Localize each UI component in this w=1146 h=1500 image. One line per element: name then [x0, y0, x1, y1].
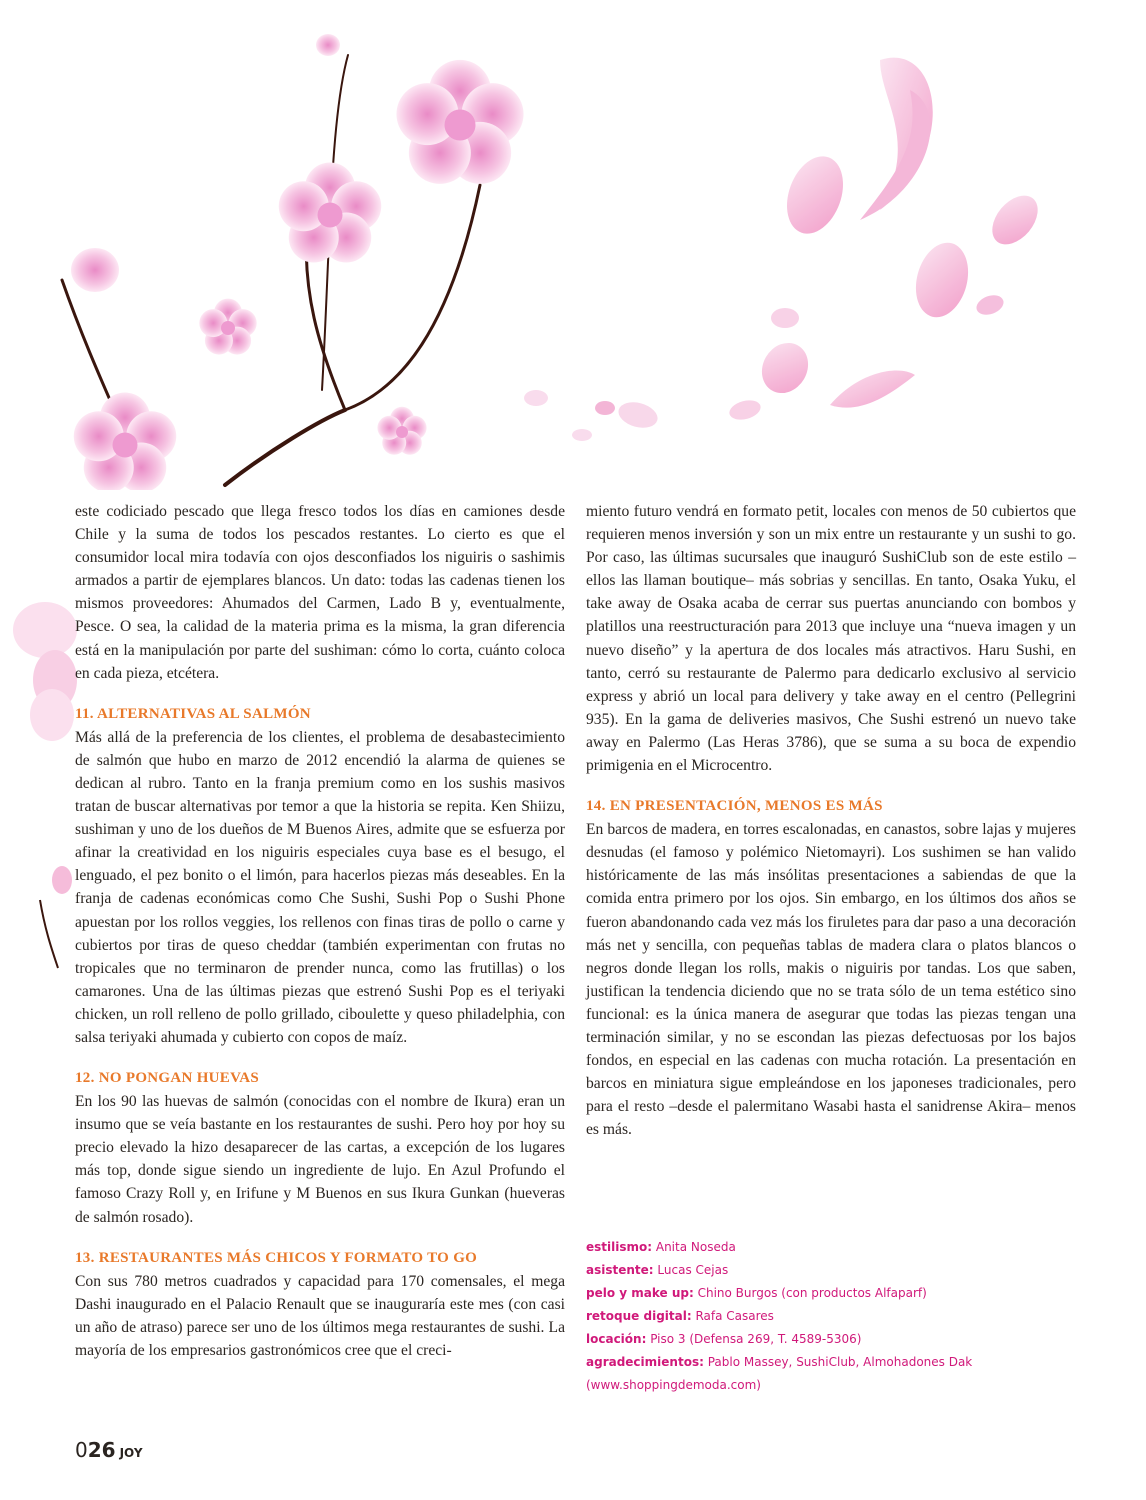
- left-column: [75, 500, 565, 1362]
- body-paragraph: Más allá de la preferencia de los clientes, el problema de desabastecimiento de salmón que hubo en marzo de 2012 encendió la alarma de quienes se dedican al rubro. Tanto en la franja premium como en los sushis masivos tratan de buscar alternativas por temor a que la historia se repita. Ken Shiizu, sushiman y uno de los dueños de M Buenos Aires, admite que se esfuerza por afinar la creatividad en los niguiris especiales cuya base es el besugo, el lenguado, el pez bonito o el limón, para hacerlos piezas más deseables. En la franja de cadenas económicas como Che Sushi, Sushi Pop o Sushi Phone apuestan por los rollos veggies, los rellenos con finas tiras de pollo o carne y cubiertos por tiras de queso cheddar (también experimentan con frutas no tropicales que no terminaron de prender nunca, como las frutillas) o los camarones. Una de las últimas piezas que estrenó Sushi Pop es el teriyaki chicken, un roll relleno de pollo grillado, ciboulette y queso philadelphia, con salsa teriyaki ahumada y cubierto con copos de maíz.: [75, 728, 565, 1046]
- petal-icon: [71, 248, 119, 292]
- body-paragraph: Con sus 780 metros cuadrados y capacidad para 170 comensales, el mega Dashi inaugurado en el Palacio Renault que se inauguraría este mes (con casi un año de atraso) parece ser uno de los últimos mega restaurantes de sushi. La mayoría de los empresarios gastronómicos cree que el creci-: [75, 1272, 565, 1359]
- section-heading: 11. ALTERNATIVAS AL SALMÓN: [75, 705, 311, 722]
- blossom-icon: [377, 407, 426, 455]
- margin-petals: [0, 590, 80, 990]
- falling-petals: [524, 58, 1047, 441]
- right-column: [586, 500, 1076, 1141]
- blossom-icon: [199, 299, 256, 355]
- body-paragraph: En los 90 las huevas de salmón (conocidas con el nombre de Ikura) eran un insumo que se veía bastante en los restaurantes de sushi. Pero hoy por hoy su precio elevado la hizo desaparecer de las cartas, a excepción de los lugares más top, donde sigue siendo un ingrediente de lujo. En Azul Profundo el famoso Crazy Roll y, en Irifune y M Buenos en sus Ikura Gunkan (hueveras de salmón rosado).: [75, 1093, 565, 1226]
- body-paragraph: En barcos de madera, en torres escalonadas, en canastos, sobre lajas y mujeres desnudas (el famoso y polémico Nietomayri). Los sushimen se han valido históricamente de las más insólitas presentaciones a sabiendas de que la comida entra primero por los ojos. Sin embargo, en los últimos dos años se fueron abandonando cada vez más los firuletes para dar paso a una decoración más net y sencilla, con pequeñas tablas de madera clara o platos blancos o negros donde llegan los rolls, makis o niguiris por tandas. Los que saben, justifican la tendencia diciendo que no se trata sólo de un tema estético sino funcional: es la única manera de asegurar que todas las piezas tengan una terminación similar, y no se escondan las piezas defectuosas por los bajos fondos, en especial en las cadenas con mucha rotación. La presentación en barcos en miniatura sigue empleándose en los japoneses tradicionales, pero para el resto –desde el palermitano Wasabi hasta el sanidrense Akira– menos es más.: [586, 821, 1076, 1139]
- page-folio: [75, 1438, 143, 1462]
- credit-line: pelo y make up: Chino Burgos (con productos Alfaparf): [586, 1286, 927, 1300]
- credit-line: (www.shoppingdemoda.com): [586, 1378, 761, 1392]
- section-heading: 12. NO PONGAN HUEVAS: [75, 1070, 260, 1087]
- credit-line: asistente: Lucas Cejas: [586, 1263, 729, 1277]
- page-prefix: 0: [75, 1438, 88, 1462]
- section-heading: 13. RESTAURANTES MÁS CHICOS Y FORMATO TO GO: [75, 1249, 478, 1266]
- blossom-icon: [74, 393, 177, 491]
- page-number: 26: [87, 1438, 116, 1462]
- section-heading: 14. EN PRESENTACIÓN, MENOS ES MÁS: [586, 798, 883, 815]
- magazine-name: JOY: [119, 1446, 143, 1460]
- credit-line: locación: Piso 3 (Defensa 269, T. 4589-5306): [586, 1332, 862, 1346]
- credit-line: estilismo: Anita Noseda: [586, 1240, 736, 1254]
- photo-credits: [586, 1236, 1066, 1397]
- credit-line: retoque digital: Rafa Casares: [586, 1309, 774, 1323]
- blossom-icon: [396, 60, 523, 184]
- blossom-icon: [279, 163, 382, 263]
- petal-icon: [316, 34, 340, 56]
- body-paragraph: miento futuro vendrá en formato petit, locales con menos de 50 cubiertos que requieren menos inversión y son un mix entre un restaurante y un sushi to go. Por caso, las últimas sucursales que inauguró SushiClub son de este estilo –ellos las llaman boutique– más sobrias y sencillas. En tanto, Osaka Yuku, el take away de Osaka acaba de cerrar sus puertas anunciando con bombos y platillos una reestructuración para 2013 que incluye una “nueva imagen y un nuevo diseño” y la apertura de dos locales más atractivos. Haru Sushi, en tanto, cerró su restaurante de Palermo para dedicarlo exclusivo al servicio express y abrió un local para delivery y take away en el centro (Pellegrini 935). En la gama de deliveries masivos, Che Sushi estrenó un nuevo take away en Palermo (Las Heras 3786), que se suma a su boca de expendio primigenia en el Microcentro.: [586, 503, 1076, 775]
- body-paragraph: este codiciado pescado que llega fresco todos los días en camiones desde Chile y la suma de todos los pescados restantes. Lo cierto es que el consumidor local mira todavía con ojos desconfiados los niguiris o sashimis armados a partir de ejemplares blancos. Un dato: todas las cadenas tienen los mismos proveedores: Ahumados del Carmen, Lado B y, eventualmente, Pesce. O sea, la calidad de la materia prima es la misma, la gran diferencia está en la manipulación por parte del sushiman: cómo lo corta, cuánto coloca en cada pieza, etcétera.: [75, 503, 565, 682]
- cherry-blossom-illustration: [0, 0, 1146, 490]
- credit-line: agradecimientos: Pablo Massey, SushiClub, Almohadones Dak: [586, 1355, 973, 1369]
